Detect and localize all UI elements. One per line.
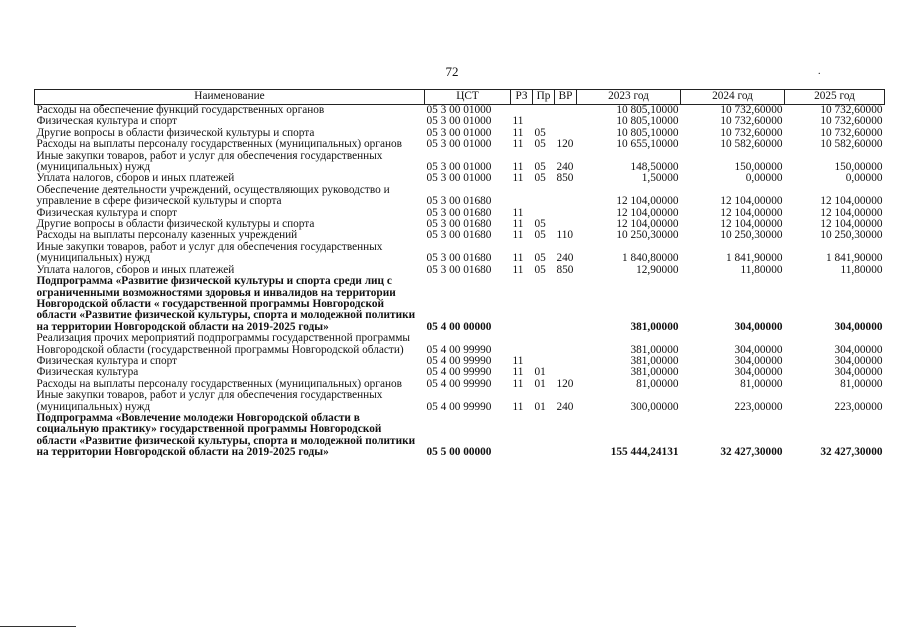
- cell-y2024: 304,00000: [734, 343, 783, 356]
- cell-rz: 11: [512, 263, 524, 276]
- table-body: [35, 105, 885, 459]
- cell-pr: 01: [534, 377, 546, 390]
- cell-rz: [511, 333, 533, 356]
- page-mark: .: [818, 66, 821, 77]
- cell-rz: 11: [512, 354, 524, 367]
- header-2023: 2023 год: [577, 90, 681, 105]
- cell-y2023: 300,00000: [630, 400, 679, 413]
- header-rz: РЗ: [511, 90, 533, 105]
- table-row: [35, 139, 885, 150]
- table-row: [35, 276, 885, 333]
- cell-y2025: 10 250,30000: [820, 229, 883, 242]
- cell-name: Физическая культура и спорт: [36, 206, 178, 219]
- cell-y2023: 381,00000: [630, 343, 679, 356]
- cell-y2023: 10 250,30000: [616, 229, 679, 242]
- cell-y2023: 1,50000: [641, 172, 679, 185]
- cell-vr: 850: [556, 263, 574, 276]
- cell-y2025: 12 104,00000: [820, 195, 883, 208]
- cell-rz: 11: [512, 138, 524, 151]
- cell-name: Подпрограмма «Развитие физической культуры и спорта среди лиц с ограниченными возможностями здоровья и инвалидов на территории Новгородской области « государственной программы Новгородской области «Развитие физической культуры, спорта и молодежной политики на территории Новгородской области на 2019-2025 годы»: [36, 275, 416, 333]
- cell-cst: 05 3 00 01680: [426, 195, 492, 208]
- cell-y2025: 304,00000: [834, 320, 883, 333]
- cell-cst: 05 3 00 01000: [426, 104, 492, 116]
- cell-cst: 05 4 00 99990: [426, 343, 492, 356]
- cell-vr: [555, 276, 577, 333]
- cell-pr: 05: [534, 252, 546, 265]
- cell-y2023: 12 104,00000: [616, 195, 679, 208]
- cell-y2024: 32 427,30000: [720, 446, 783, 459]
- cell-y2025: 32 427,30000: [820, 446, 883, 459]
- cell-pr: 05: [534, 138, 546, 151]
- cell-y2025: 81,00000: [840, 377, 883, 390]
- cell-rz: 11: [512, 400, 524, 413]
- cell-y2025: 10 732,60000: [820, 115, 883, 128]
- cell-name: Подпрограмма «Вовлечение молодежи Новгородской области в социальную практику» государственной программы Новгородской области «Развитие физической культуры, спорта и молодежной политики на территории Новгородской области на 2019-2025 годы»: [36, 411, 416, 459]
- cell-y2025: 11,80000: [840, 263, 883, 276]
- cell-rz: 11: [512, 218, 524, 231]
- table-header-row: [35, 90, 885, 105]
- table-row: [35, 413, 885, 459]
- cell-cst: 05 4 00 99990: [426, 400, 492, 413]
- cell-y2024: 10 732,60000: [720, 126, 783, 139]
- cell-pr: [533, 276, 555, 333]
- cell-y2025: 223,00000: [834, 400, 883, 413]
- cell-y2023: 381,00000: [630, 354, 679, 367]
- cell-y2024: 304,00000: [734, 366, 783, 379]
- footer-rule: [0, 626, 76, 627]
- cell-vr: [555, 356, 577, 367]
- cell-y2023: 10 805,10000: [616, 115, 679, 128]
- cell-y2024: 81,00000: [740, 377, 783, 390]
- cell-pr: 05: [534, 161, 546, 174]
- cell-y2025: 304,00000: [834, 366, 883, 379]
- cell-cst: 05 4 00 99990: [426, 354, 492, 367]
- cell-pr: 01: [534, 400, 546, 413]
- cell-pr: 05: [534, 126, 546, 139]
- cell-name: Другие вопросы в области физической культуры и спорта: [36, 218, 315, 231]
- cell-vr: [555, 116, 577, 127]
- cell-cst: 05 3 00 01000: [426, 138, 492, 151]
- cell-vr: [555, 105, 577, 117]
- cell-rz: 11: [512, 366, 524, 379]
- cell-y2023: 12,90000: [636, 263, 679, 276]
- cell-name: Физическая культура: [36, 366, 139, 379]
- cell-y2025: 304,00000: [834, 354, 883, 367]
- cell-name: Иные закупки товаров, работ и услуг для обеспечения государственных (муниципальных) нужд: [36, 389, 383, 413]
- cell-y2025: 304,00000: [834, 343, 883, 356]
- header-vr: ВР: [555, 90, 577, 105]
- cell-y2025: 10 732,60000: [820, 104, 883, 116]
- cell-y2023: 81,00000: [636, 377, 679, 390]
- cell-cst: 05 5 00 00000: [426, 446, 492, 459]
- cell-name: Расходы на выплаты персоналу государственных (муниципальных) органов: [36, 138, 402, 151]
- cell-name: Расходы на выплаты персоналу государственных (муниципальных) органов: [36, 377, 402, 390]
- cell-rz: 11: [512, 377, 524, 390]
- cell-vr: [555, 413, 577, 459]
- cell-rz: 11: [512, 172, 524, 185]
- cell-y2024: 11,80000: [740, 263, 783, 276]
- cell-pr: 05: [534, 263, 546, 276]
- table-row: [35, 333, 885, 356]
- cell-name: Другие вопросы в области физической культуры и спорта: [36, 126, 315, 139]
- cell-y2023: 381,00000: [630, 320, 679, 333]
- cell-name: Обеспечение деятельности учреждений, осуществляющих руководство и управление в сфере физической культуры и спорта: [36, 183, 390, 208]
- cell-vr: [555, 208, 577, 219]
- cell-y2024: 12 104,00000: [720, 206, 783, 219]
- cell-pr: 01: [534, 366, 546, 379]
- header-2024: 2024 год: [681, 90, 785, 105]
- cell-y2024: 12 104,00000: [720, 218, 783, 231]
- table-row: [35, 185, 885, 208]
- budget-table: [34, 89, 885, 459]
- cell-pr: [533, 413, 555, 459]
- cell-y2025: 1 841,90000: [826, 252, 883, 265]
- cell-name: Реализация прочих мероприятий подпрограммы государственной программы Новгородской области (государственной программы Новгородской области): [36, 332, 410, 356]
- cell-y2024: 0,00000: [745, 172, 783, 185]
- cell-y2025: 10 582,60000: [820, 138, 883, 151]
- cell-y2023: 148,50000: [630, 161, 679, 174]
- cell-pr: [533, 333, 555, 356]
- cell-cst: 05 3 00 01680: [426, 218, 492, 231]
- cell-vr: 120: [556, 377, 574, 390]
- cell-pr: 05: [534, 218, 546, 231]
- cell-y2024: 304,00000: [734, 320, 783, 333]
- cell-y2024: 12 104,00000: [720, 195, 783, 208]
- cell-vr: 240: [556, 400, 574, 413]
- cell-vr: 120: [556, 138, 574, 151]
- cell-name: Уплата налогов, сборов и иных платежей: [36, 172, 235, 185]
- cell-cst: 05 3 00 01000: [426, 115, 492, 128]
- cell-cst: 05 3 00 01000: [426, 161, 492, 174]
- table-row: [35, 390, 885, 413]
- header-name: Наименование: [35, 90, 425, 105]
- cell-cst: 05 4 00 99990: [426, 366, 492, 379]
- page-number: 72: [445, 64, 459, 79]
- cell-cst: 05 3 00 01680: [426, 206, 492, 219]
- cell-pr: 05: [534, 229, 546, 242]
- cell-name: Расходы на выплаты персоналу казенных учреждений: [36, 229, 298, 242]
- cell-vr: 850: [556, 172, 574, 185]
- header-cst: ЦСТ: [425, 90, 511, 105]
- cell-cst: 05 3 00 01680: [426, 263, 492, 276]
- cell-y2023: 10 805,10000: [616, 126, 679, 139]
- cell-cst: 05 3 00 01680: [426, 252, 492, 265]
- cell-y2023: 12 104,00000: [616, 218, 679, 231]
- cell-cst: 05 4 00 99990: [426, 377, 492, 390]
- header-2025: 2025 год: [785, 90, 885, 105]
- cell-rz: [511, 413, 533, 459]
- cell-y2024: 1 841,90000: [726, 252, 783, 265]
- cell-y2025: 10 732,60000: [820, 126, 883, 139]
- cell-name: Иные закупки товаров, работ и услуг для обеспечения государственных (муниципальных) нужд: [36, 240, 383, 265]
- cell-y2023: 381,00000: [630, 366, 679, 379]
- cell-y2024: 10 250,30000: [720, 229, 783, 242]
- cell-cst: 05 3 00 01000: [426, 172, 492, 185]
- cell-y2023: 12 104,00000: [616, 206, 679, 219]
- cell-rz: [511, 276, 533, 333]
- cell-vr: [555, 185, 577, 208]
- cell-y2023: 1 840,80000: [622, 252, 679, 265]
- cell-pr: [533, 105, 555, 117]
- cell-y2025: 12 104,00000: [820, 218, 883, 231]
- cell-y2023: 155 444,24131: [610, 446, 679, 459]
- table-row: [35, 151, 885, 174]
- header-pr: Пр: [533, 90, 555, 105]
- cell-rz: 11: [512, 161, 524, 174]
- cell-rz: 11: [512, 252, 524, 265]
- cell-cst: 05 4 00 00000: [426, 320, 492, 333]
- cell-pr: [533, 185, 555, 208]
- table-row: [35, 242, 885, 265]
- cell-rz: 11: [512, 229, 524, 242]
- cell-name: Уплата налогов, сборов и иных платежей: [36, 263, 235, 276]
- cell-name: Физическая культура и спорт: [36, 354, 178, 367]
- cell-vr: 110: [556, 229, 574, 242]
- cell-vr: 240: [556, 252, 574, 265]
- cell-name: Физическая культура и спорт: [36, 115, 178, 128]
- cell-y2023: 10 655,10000: [616, 138, 679, 151]
- cell-rz: [511, 185, 533, 208]
- cell-cst: 05 3 00 01000: [426, 126, 492, 139]
- cell-y2025: 0,00000: [845, 172, 883, 185]
- cell-y2024: 150,00000: [734, 161, 783, 174]
- cell-pr: 05: [534, 172, 546, 185]
- cell-y2024: 304,00000: [734, 354, 783, 367]
- cell-y2023: 10 805,10000: [616, 104, 679, 116]
- cell-y2024: 223,00000: [734, 400, 783, 413]
- cell-y2025: 12 104,00000: [820, 206, 883, 219]
- cell-cst: 05 3 00 01680: [426, 229, 492, 242]
- cell-rz: 11: [512, 115, 524, 128]
- cell-rz: 11: [512, 206, 524, 219]
- cell-y2024: 10 582,60000: [720, 138, 783, 151]
- cell-name: Расходы на обеспечение функций государственных органов: [36, 104, 325, 116]
- cell-rz: 11: [512, 126, 524, 139]
- cell-vr: [555, 333, 577, 356]
- cell-y2025: 150,00000: [834, 161, 883, 174]
- cell-name: Иные закупки товаров, работ и услуг для обеспечения государственных (муниципальных) нужд: [36, 149, 383, 174]
- cell-vr: 240: [556, 161, 574, 174]
- cell-y2024: 10 732,60000: [720, 115, 783, 128]
- cell-y2024: 10 732,60000: [720, 104, 783, 116]
